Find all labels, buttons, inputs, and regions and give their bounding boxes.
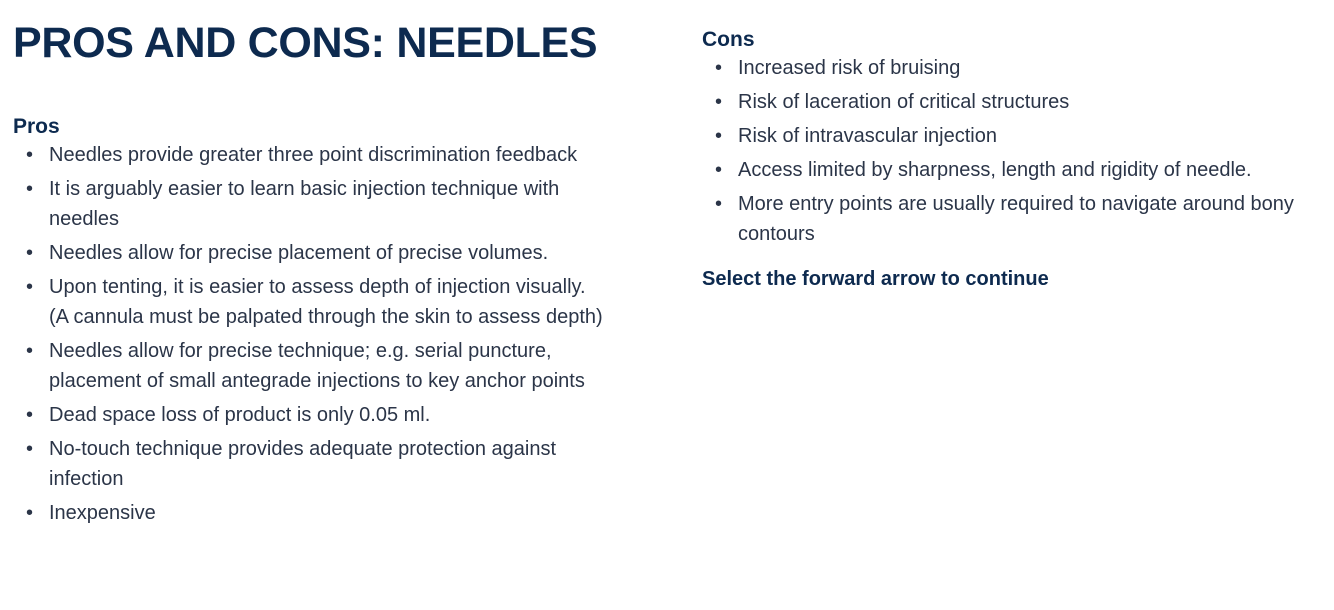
list-item: • Increased risk of bruising <box>702 53 1298 83</box>
pros-heading: Pros <box>13 115 60 138</box>
list-item: • Inexpensive <box>13 498 609 528</box>
list-item: • Needles allow for precise placement of precise volumes. <box>13 238 609 268</box>
pros-list <box>13 140 633 528</box>
list-item: • It is arguably easier to learn basic injection technique with needles <box>13 174 609 234</box>
cons-heading: Cons <box>702 28 755 51</box>
cons-list <box>702 53 1322 249</box>
list-item: • Risk of intravascular injection <box>702 121 1298 151</box>
list-item: • Access limited by sharpness, length and rigidity of needle. <box>702 155 1298 185</box>
continue-instruction: Select the forward arrow to continue <box>702 268 1049 290</box>
list-item: • More entry points are usually required to navigate around bony contours <box>702 189 1298 249</box>
list-item: • Needles allow for precise technique; e.g. serial puncture, placement of small antegrade injections to key anchor points <box>13 336 609 396</box>
list-item: • Needles provide greater three point discrimination feedback <box>13 140 609 170</box>
page-title: PROS AND CONS: NEEDLES <box>13 19 598 67</box>
list-item: • Dead space loss of product is only 0.05 ml. <box>13 400 609 430</box>
cons-column <box>702 0 1322 292</box>
list-item: • Risk of laceration of critical structures <box>702 87 1298 117</box>
list-item: • No-touch technique provides adequate protection against infection <box>13 434 609 494</box>
list-item: • Upon tenting, it is easier to assess depth of injection visually. (A cannula must be palpated through the skin to assess depth) <box>13 272 609 332</box>
pros-column <box>13 0 633 532</box>
